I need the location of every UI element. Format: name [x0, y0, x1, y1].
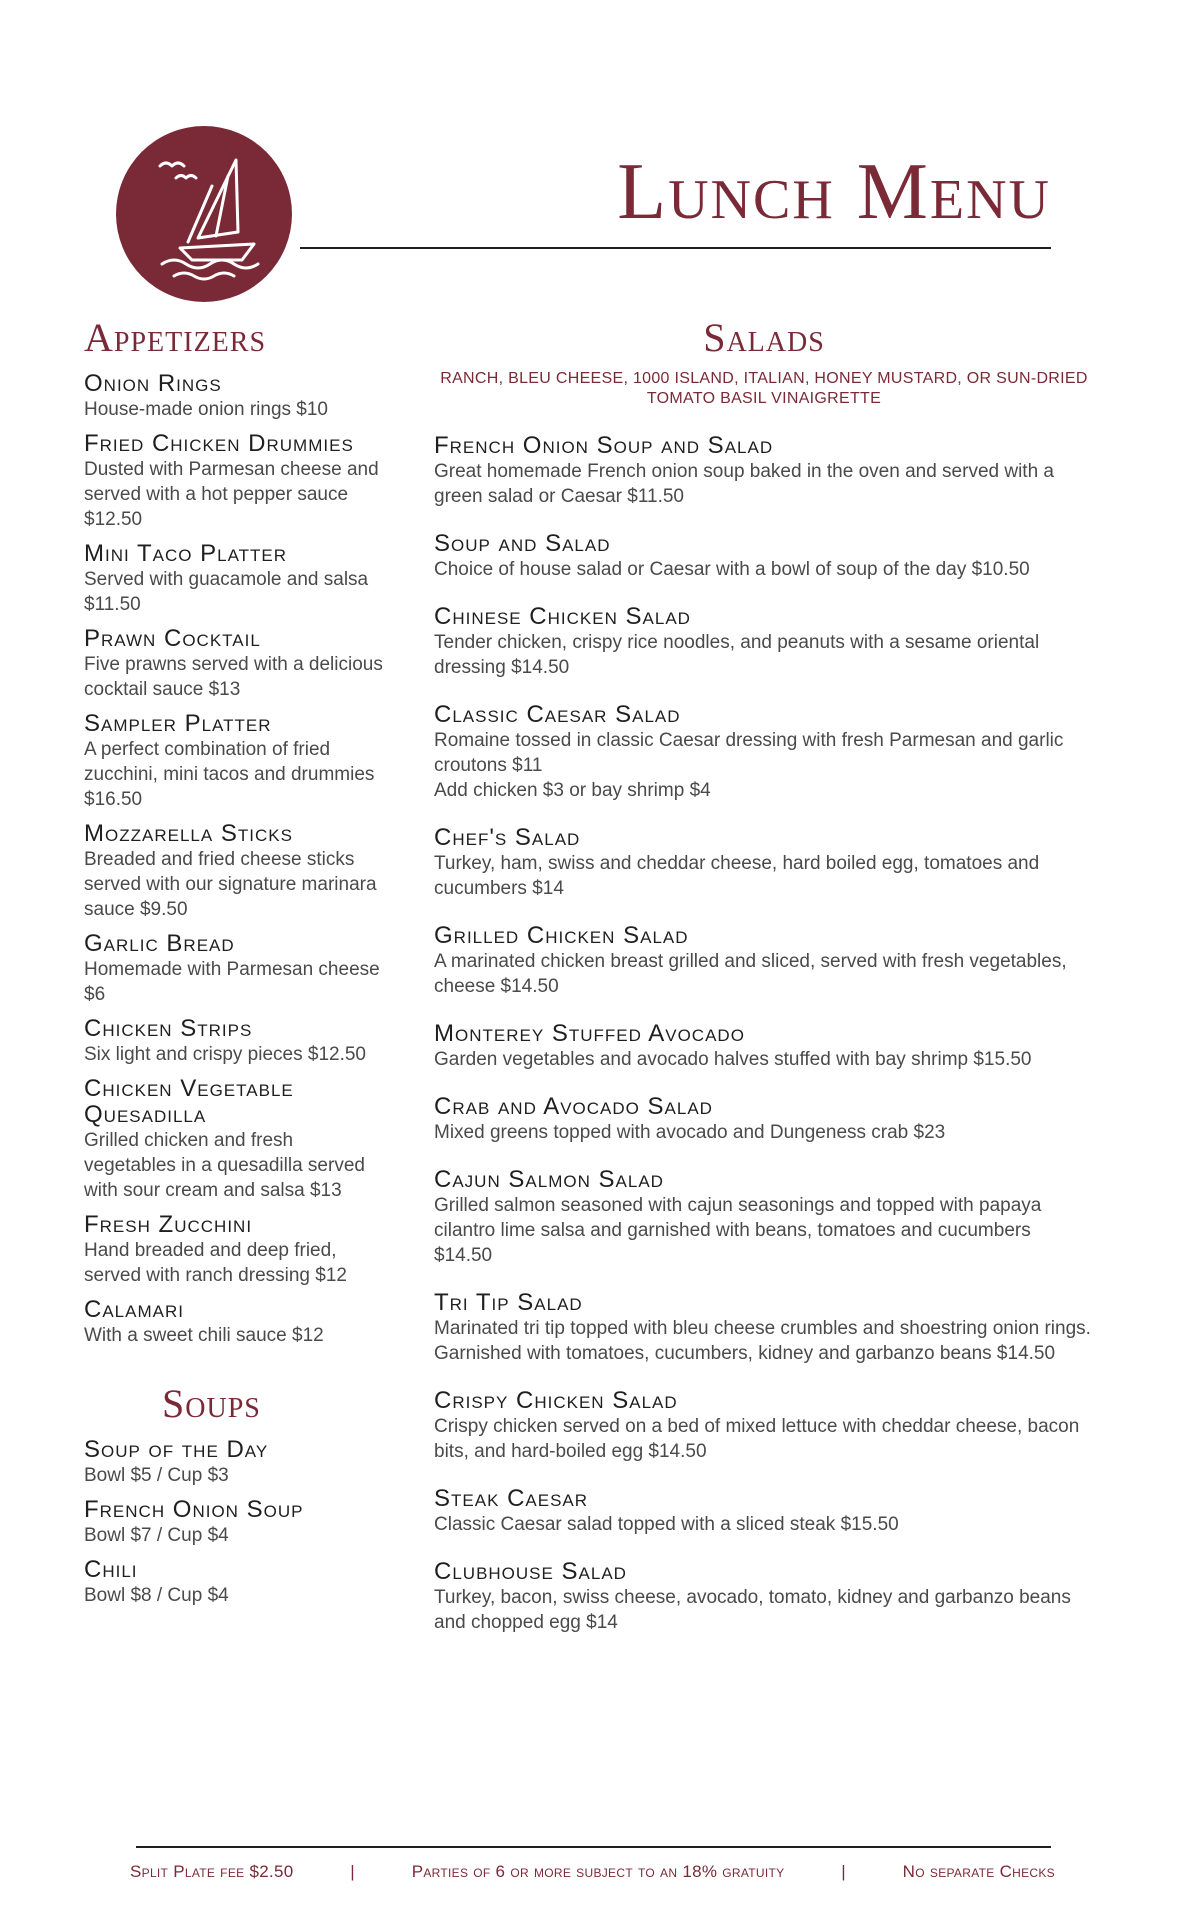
item-name: Onion Rings — [84, 370, 222, 397]
item-name: Grilled Chicken Salad — [434, 922, 689, 949]
menu-item — [84, 431, 384, 532]
item-description: Great homemade French onion soup baked in the oven and served with a green salad or Caesar $11.50 — [434, 461, 1054, 507]
item-name: Chicken Strips — [84, 1015, 253, 1042]
item-name: Soup of the Day — [84, 1436, 269, 1463]
menu-item — [434, 1290, 1094, 1366]
menu-item — [84, 1557, 384, 1608]
item-name: Monterey Stuffed Avocado — [434, 1020, 745, 1047]
item-name: Fresh Zucchini — [84, 1211, 253, 1238]
item-name: Garlic Bread — [84, 930, 235, 957]
footer — [130, 1862, 1055, 1882]
item-description: Breaded and fried cheese sticks served with our signature marinara sauce $9.50 — [84, 849, 377, 920]
item-name: Mini Taco Platter — [84, 540, 288, 567]
right-column — [434, 315, 1094, 1657]
menu-item — [434, 604, 1094, 680]
item-description: Romaine tossed in classic Caesar dressing with fresh Parmesan and garlic croutons $11 Add chicken $3 or bay shrimp $4 — [434, 730, 1064, 801]
footer-separator: | — [350, 1862, 355, 1881]
item-name: Steak Caesar — [434, 1485, 589, 1512]
footer-split-plate-fee: Split Plate fee $2.50 — [130, 1862, 294, 1881]
item-description: Bowl $8 / Cup $4 — [84, 1585, 229, 1606]
salads-heading: Salads — [703, 315, 825, 360]
footer-gratuity-notice: Parties of 6 or more subject to an 18% gratuity — [411, 1862, 785, 1881]
item-description: Bowl $5 / Cup $3 — [84, 1465, 229, 1486]
item-name: French Onion Soup — [84, 1496, 304, 1523]
item-description: Five prawns served with a delicious cocktail sauce $13 — [84, 654, 383, 700]
item-description: House-made onion rings $10 — [84, 399, 328, 420]
menu-item — [84, 1016, 384, 1067]
menu-item — [434, 702, 1094, 803]
menu-item — [84, 541, 384, 617]
item-name: Sampler Platter — [84, 710, 272, 737]
item-name: Classic Caesar Salad — [434, 701, 681, 728]
title-divider — [300, 247, 1051, 249]
menu-item — [434, 1559, 1094, 1635]
item-description: Grilled chicken and fresh vegetables in a quesadilla served with sour cream and salsa $13 — [84, 1130, 365, 1201]
item-description: Hand breaded and deep fried, served with ranch dressing $12 — [84, 1240, 347, 1286]
menu-item — [434, 1486, 1094, 1537]
menu-item — [434, 1167, 1094, 1268]
appetizers-heading: Appetizers — [84, 315, 267, 360]
menu-item — [84, 1297, 384, 1348]
menu-item — [434, 825, 1094, 901]
menu-item — [434, 531, 1094, 582]
sailboat-icon — [116, 126, 292, 302]
salads-list — [434, 433, 1094, 1635]
left-column — [84, 315, 384, 1617]
menu-item — [84, 821, 384, 922]
item-name: Fried Chicken Drummies — [84, 430, 354, 457]
menu-item — [84, 1437, 384, 1488]
item-description: A perfect combination of fried zucchini, mini tacos and drummies $16.50 — [84, 739, 375, 810]
menu-item — [434, 923, 1094, 999]
menu-item — [434, 1388, 1094, 1464]
menu-item — [84, 711, 384, 812]
item-name: Calamari — [84, 1296, 184, 1323]
item-description: Served with guacamole and salsa $11.50 — [84, 569, 369, 615]
item-name: Tri Tip Salad — [434, 1289, 583, 1316]
item-description: Marinated tri tip topped with bleu cheese crumbles and shoestring onion rings. Garnished with tomatoes, cucumbers, kidney and garbanzo beans $14.50 — [434, 1318, 1091, 1364]
item-description: Crispy chicken served on a bed of mixed lettuce with cheddar cheese, bacon bits, and hard-boiled egg $14.50 — [434, 1416, 1080, 1462]
item-description: Turkey, ham, swiss and cheddar cheese, hard boiled egg, tomatoes and cucumbers $14 — [434, 853, 1040, 899]
menu-item — [84, 1076, 384, 1203]
menu-item — [434, 1094, 1094, 1145]
menu-item — [84, 371, 384, 422]
item-description: Turkey, bacon, swiss cheese, avocado, tomato, kidney and garbanzo beans and chopped egg $14 — [434, 1587, 1071, 1633]
item-description: A marinated chicken breast grilled and sliced, served with fresh vegetables, cheese $14.50 — [434, 951, 1067, 997]
item-name: Chili — [84, 1556, 138, 1583]
appetizers-list — [84, 371, 384, 1348]
dressing-options: RANCH, BLEU CHEESE, 1000 ISLAND, ITALIAN, HONEY MUSTARD, OR SUN-DRIED TOMATO BASIL VINAIGRETTE — [440, 370, 1088, 407]
item-name: Cajun Salmon Salad — [434, 1166, 664, 1193]
item-description: Six light and crispy pieces $12.50 — [84, 1044, 366, 1065]
item-description: With a sweet chili sauce $12 — [84, 1325, 324, 1346]
item-description: Bowl $7 / Cup $4 — [84, 1525, 229, 1546]
menu-item — [84, 626, 384, 702]
item-name: Prawn Cocktail — [84, 625, 261, 652]
footer-separator: | — [841, 1862, 846, 1881]
item-name: French Onion Soup and Salad — [434, 432, 774, 459]
footer-divider — [136, 1846, 1051, 1848]
item-name: Mozzarella Sticks — [84, 820, 293, 847]
item-description: Homemade with Parmesan cheese $6 — [84, 959, 380, 1005]
menu-item — [434, 433, 1094, 509]
soups-heading: Soups — [162, 1381, 261, 1426]
item-description: Choice of house salad or Caesar with a bowl of soup of the day $10.50 — [434, 559, 1030, 580]
item-name: Clubhouse Salad — [434, 1558, 627, 1585]
item-name: Chicken Vegetable Quesadilla — [84, 1075, 294, 1128]
item-name: Chinese Chicken Salad — [434, 603, 691, 630]
menu-item — [84, 1212, 384, 1288]
item-description: Mixed greens topped with avocado and Dungeness crab $23 — [434, 1122, 946, 1143]
menu-item — [84, 931, 384, 1007]
item-name: Crispy Chicken Salad — [434, 1387, 678, 1414]
soups-list — [84, 1437, 384, 1608]
menu-item — [434, 1021, 1094, 1072]
footer-no-separate-checks: No separate Checks — [902, 1862, 1055, 1881]
item-description: Grilled salmon seasoned with cajun seasonings and topped with papaya cilantro lime salsa and garnished with beans, tomatoes and cucumbers $14.50 — [434, 1195, 1042, 1266]
item-name: Soup and Salad — [434, 530, 611, 557]
page-title: Lunch Menu — [617, 148, 1051, 236]
sailboat-logo — [116, 126, 292, 302]
item-name: Crab and Avocado Salad — [434, 1093, 713, 1120]
item-description: Tender chicken, crispy rice noodles, and peanuts with a sesame oriental dressing $14.50 — [434, 632, 1040, 678]
menu-item — [84, 1497, 384, 1548]
item-description: Classic Caesar salad topped with a sliced steak $15.50 — [434, 1514, 899, 1535]
item-description: Garden vegetables and avocado halves stuffed with bay shrimp $15.50 — [434, 1049, 1032, 1070]
item-description: Dusted with Parmesan cheese and served with a hot pepper sauce $12.50 — [84, 459, 379, 530]
item-name: Chef's Salad — [434, 824, 581, 851]
